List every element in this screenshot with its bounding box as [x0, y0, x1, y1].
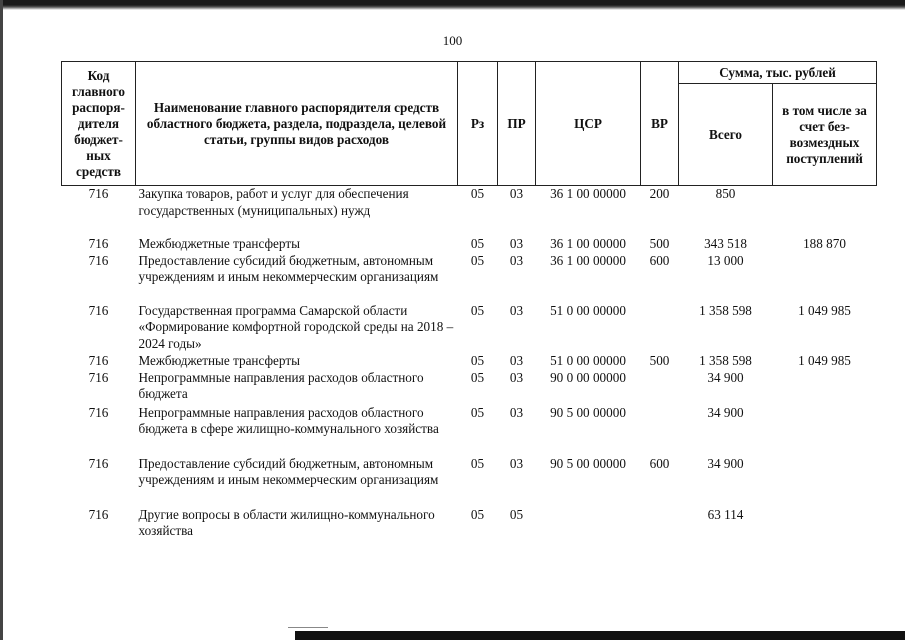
row-total: 13 000: [707, 252, 744, 268]
row-vr: 500: [649, 235, 670, 251]
row-rz: 05: [470, 235, 485, 251]
row-incl: [773, 253, 877, 303]
row-pr: 03: [509, 186, 524, 201]
row-csr: 51 0 00 00000: [550, 302, 626, 318]
row-rz: 05: [470, 404, 485, 420]
row-incl: [773, 370, 877, 405]
header-vr: ВР: [641, 62, 679, 186]
row-vr: [641, 303, 679, 353]
table-row: [62, 186, 877, 236]
row-incl: 188 870: [803, 235, 846, 251]
table-header: [62, 62, 877, 186]
row-incl: [773, 186, 877, 236]
row-incl: [773, 456, 877, 507]
row-code: 716: [88, 252, 109, 268]
row-rz: 05: [470, 369, 485, 385]
table-row: [62, 353, 877, 370]
row-csr: 36 1 00 00000: [550, 252, 626, 268]
row-name: Предоставление субсидий бюджетным, автономным учреждениям и иным некоммерческим организациям: [138, 455, 439, 487]
row-name: Другие вопросы в области жилищно-коммунального хозяйства: [138, 506, 435, 538]
row-pr: 03: [509, 352, 524, 368]
row-rz: 05: [470, 352, 485, 368]
row-total: 1 358 598: [699, 352, 752, 368]
row-pr: 05: [509, 506, 524, 522]
table-row: [62, 253, 877, 303]
header-csr: ЦСР: [536, 62, 641, 186]
row-rz: 05: [470, 302, 485, 318]
table-row: [62, 303, 877, 353]
row-total: 63 114: [707, 506, 744, 522]
page-number: 100: [442, 33, 463, 48]
row-vr: 600: [649, 252, 670, 268]
row-vr: 500: [649, 352, 670, 368]
row-code: 716: [88, 302, 109, 318]
row-rz: 05: [470, 186, 485, 201]
row-pr: 03: [509, 404, 524, 420]
table-row: [62, 370, 877, 405]
row-vr: 600: [649, 455, 670, 471]
header-sum-group: Сумма, тыс. рублей: [679, 62, 877, 84]
row-csr: [536, 507, 641, 541]
row-rz: 05: [470, 455, 485, 471]
row-name: Предоставление субсидий бюджетным, автономным учреждениям и иным некоммерческим организациям: [138, 252, 439, 284]
row-vr: [641, 507, 679, 541]
row-code: 716: [88, 455, 109, 471]
row-name: Государственная программа Самарской области «Формирование комфортной городской среды на 2018 – 2024 годы»: [138, 302, 454, 351]
row-name: Непрограммные направления расходов областного бюджета в сфере жилищно-коммунального хозяйства: [138, 404, 439, 436]
row-vr: 200: [649, 186, 670, 201]
row-code: 716: [88, 352, 109, 368]
row-code: 716: [88, 186, 109, 201]
row-pr: 03: [509, 455, 524, 471]
row-total: 34 900: [707, 404, 744, 420]
row-rz: 05: [470, 252, 485, 268]
scan-edge-left: [0, 0, 3, 640]
row-vr: [641, 405, 679, 456]
row-total: 343 518: [704, 235, 747, 251]
row-csr: 36 1 00 00000: [550, 186, 626, 201]
row-code: 716: [88, 506, 109, 522]
row-rz: 05: [470, 506, 485, 522]
row-incl: [773, 405, 877, 456]
row-incl: 1 049 985: [798, 302, 851, 318]
row-csr: 36 1 00 00000: [550, 235, 626, 251]
budget-table: [61, 61, 877, 541]
row-total: 34 900: [707, 455, 744, 471]
table-body: [62, 186, 877, 541]
scan-edge-top: [0, 0, 905, 10]
row-csr: 90 5 00 00000: [550, 455, 626, 471]
table-row: [62, 507, 877, 541]
row-name: Межбюджетные трансферты: [138, 352, 300, 368]
header-rz: Рз: [458, 62, 498, 186]
row-name: Межбюджетные трансферты: [138, 235, 300, 251]
row-incl: [773, 507, 877, 541]
row-incl: 1 049 985: [798, 352, 851, 368]
row-code: 716: [88, 235, 109, 251]
row-pr: 03: [509, 252, 524, 268]
header-incl: в том числе за счет без-возмездных поступлений: [773, 84, 877, 186]
row-pr: 03: [509, 369, 524, 385]
row-pr: 03: [509, 302, 524, 318]
table-row: [62, 456, 877, 507]
row-name: Закупка товаров, работ и услуг для обеспечения государственных (муниципальных) нужд: [138, 186, 409, 218]
row-csr: 90 0 00 00000: [550, 369, 626, 385]
scan-edge-bottom: [295, 631, 905, 640]
table-row: [62, 405, 877, 456]
row-total: 1 358 598: [699, 302, 752, 318]
row-total: 850: [715, 186, 736, 201]
header-total: Всего: [679, 84, 773, 186]
row-csr: 51 0 00 00000: [550, 352, 626, 368]
header-name: Наименование главного распорядителя средств областного бюджета, раздела, подраздела, целевой статьи, группы видов расходов: [136, 62, 458, 186]
row-code: 716: [88, 404, 109, 420]
table-row: [62, 236, 877, 253]
row-total: 34 900: [707, 369, 744, 385]
row-code: 716: [88, 369, 109, 385]
row-pr: 03: [509, 235, 524, 251]
scan-mark: [288, 627, 328, 628]
row-csr: 90 5 00 00000: [550, 404, 626, 420]
header-pr: ПР: [498, 62, 536, 186]
header-code: Код главного распоря-дителя бюджет-ных средств: [62, 62, 136, 186]
row-vr: [641, 370, 679, 405]
row-name: Непрограммные направления расходов областного бюджета: [138, 369, 424, 401]
